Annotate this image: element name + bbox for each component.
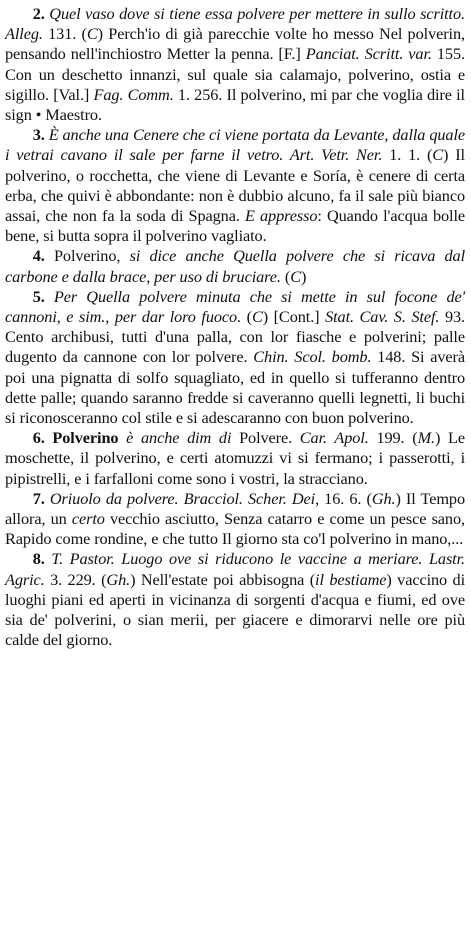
entry-number: 8. xyxy=(32,549,52,569)
entry-4 xyxy=(5,246,465,286)
entry-italic-text: M. xyxy=(417,428,435,448)
entry-italic-text: Quel vaso dove si tiene essa polvere per mettere in sullo scritto. Alleg. xyxy=(5,4,465,44)
entry-number: 5. xyxy=(32,286,54,306)
entry-italic-text: C xyxy=(251,307,263,327)
entry-italic-text: E appresso xyxy=(244,206,318,226)
entry-italic-text: Oriuolo da polvere. Bracciol. Scher. Dei, xyxy=(49,488,320,508)
entry-italic-text: Car. Apol. xyxy=(299,428,369,448)
entry-text: ( xyxy=(241,307,252,327)
entry-italic-text: Per Quella polvere minuta che si mette in sul focone de' cannoni, e sim., per dar loro fuoco. xyxy=(5,286,465,327)
entry-text: 199. ( xyxy=(368,428,418,448)
entry-text: Polvere. xyxy=(231,428,300,448)
entry-italic-text: Panciat. Scritt. var. xyxy=(305,44,432,64)
entry-8 xyxy=(5,549,465,650)
entry-italic-text: Stat. Cav. S. Stef. xyxy=(325,307,440,327)
entry-italic-text: È anche una Cenere che ci viene portata da Levante, dalla quale i vetrai cavano il sale per farne il vetro. Art. Vetr. Ner. xyxy=(5,125,465,165)
entry-text: : Quando l'acqua bolle bene, si butta sopra il polverino vagliato. xyxy=(5,206,465,246)
entry-text: ) Il polverino, o rocchetta, che viene di Levante e Soría, è cenere di certa erba, che quivi è abbondante: non è dubbio alcuno, fa il sale più bianco assai, che non fa la soda di Spagna. xyxy=(5,145,465,226)
entry-italic-text: T. Pastor. Luogo ove si riducono le vaccine a meriare. Lastr. Agric. xyxy=(5,549,465,589)
entry-text: ) Le moschette, il polverino, e certi atomuzzi vi si fermano; i passerotti, i pipistrelli, e i farfalloni come sono i vostri, la stracciano. xyxy=(5,428,465,488)
entry-text: ) vaccino di luoghi piani ed aperti in vicinanza di sorgenti d'acqua e fiumi, ed ove sia de' polverini, o sian merii, per giacere e dimorarvi nelle ore più calde del giorno. xyxy=(5,569,465,650)
entry-number: 2. xyxy=(32,4,50,23)
entry-number: 3. xyxy=(32,125,49,145)
entry-text: ) Nell'estate poi abbisogna ( xyxy=(130,569,316,589)
entry-number: 7. xyxy=(32,488,50,508)
entry-3 xyxy=(5,125,465,246)
entry-number: 6. Polverino xyxy=(32,428,127,448)
entry-text: ( xyxy=(280,266,291,286)
entry-italic-text: C xyxy=(290,266,301,286)
entry-text: 16. 6. ( xyxy=(319,488,372,508)
entry-italic-text: Gh. xyxy=(106,569,131,589)
entry-text: ) Perch'io di già parecchie volte ho messo Nel polverin, pensando nell'inchiostro Metter la penna. [F.] xyxy=(5,24,465,64)
entry-italic-text: C xyxy=(86,24,98,44)
entry-italic-text: è anche dim di xyxy=(126,428,232,448)
entry-text: ) [Cont.] xyxy=(262,307,326,327)
entry-italic-text: Fag. Comm. xyxy=(93,84,174,104)
entry-italic-text: Gh. xyxy=(371,488,396,508)
entry-italic-text: Chin. Scol. bomb. xyxy=(253,347,372,367)
entry-5 xyxy=(5,287,465,428)
entry-text: vecchio asciutto, Senza catarro e come un pesce sano, Rapido come rondine, e che tutto Il giorno sta co'l polverino in mano,... xyxy=(5,509,465,549)
entry-italic-text: certo xyxy=(71,509,105,529)
entry-text: 1. 256. Il polverino, mi par che voglia dire il sign • Maestro. xyxy=(5,84,465,125)
entry-2 xyxy=(5,4,465,125)
entry-text: 131. ( xyxy=(42,24,87,44)
entry-text: ) Il Tempo allora, un xyxy=(5,488,465,529)
entry-text: 1. 1. ( xyxy=(382,145,433,165)
entry-7 xyxy=(5,489,465,550)
entry-text: 93. Cento archibusi, tutti d'una palla, con lor fiasche e polverini; palle dugento da cannone con lor polvere. xyxy=(5,307,466,367)
entry-number: 4. xyxy=(32,246,54,266)
entry-text: ) xyxy=(300,266,307,286)
entry-text: 148. Si averà poi una pignatta di solfo squagliato, ed in quello si tufferanno dentro dette palle; quando saranno fredde si caveranno quelli legnetti, li buchi si riconosceranno col stile e si adescaranno con buon polverino. xyxy=(5,347,466,428)
entry-italic-text: C xyxy=(432,145,444,165)
entry-italic-text: si dice anche Quella polvere che si ricava dal carbone e dalla brace, per uso di bruciare. xyxy=(5,246,466,286)
entry-6 xyxy=(5,428,465,489)
entry-text: 3. 229. ( xyxy=(44,569,107,589)
entry-text: 155. Con un deschetto innanzi, sul quale sia calamajo, polverino, ostia e sigillo. [Val.] xyxy=(5,44,465,104)
entry-text: Polverino, xyxy=(53,246,130,266)
entry-italic-text: il bestiame xyxy=(315,569,387,589)
